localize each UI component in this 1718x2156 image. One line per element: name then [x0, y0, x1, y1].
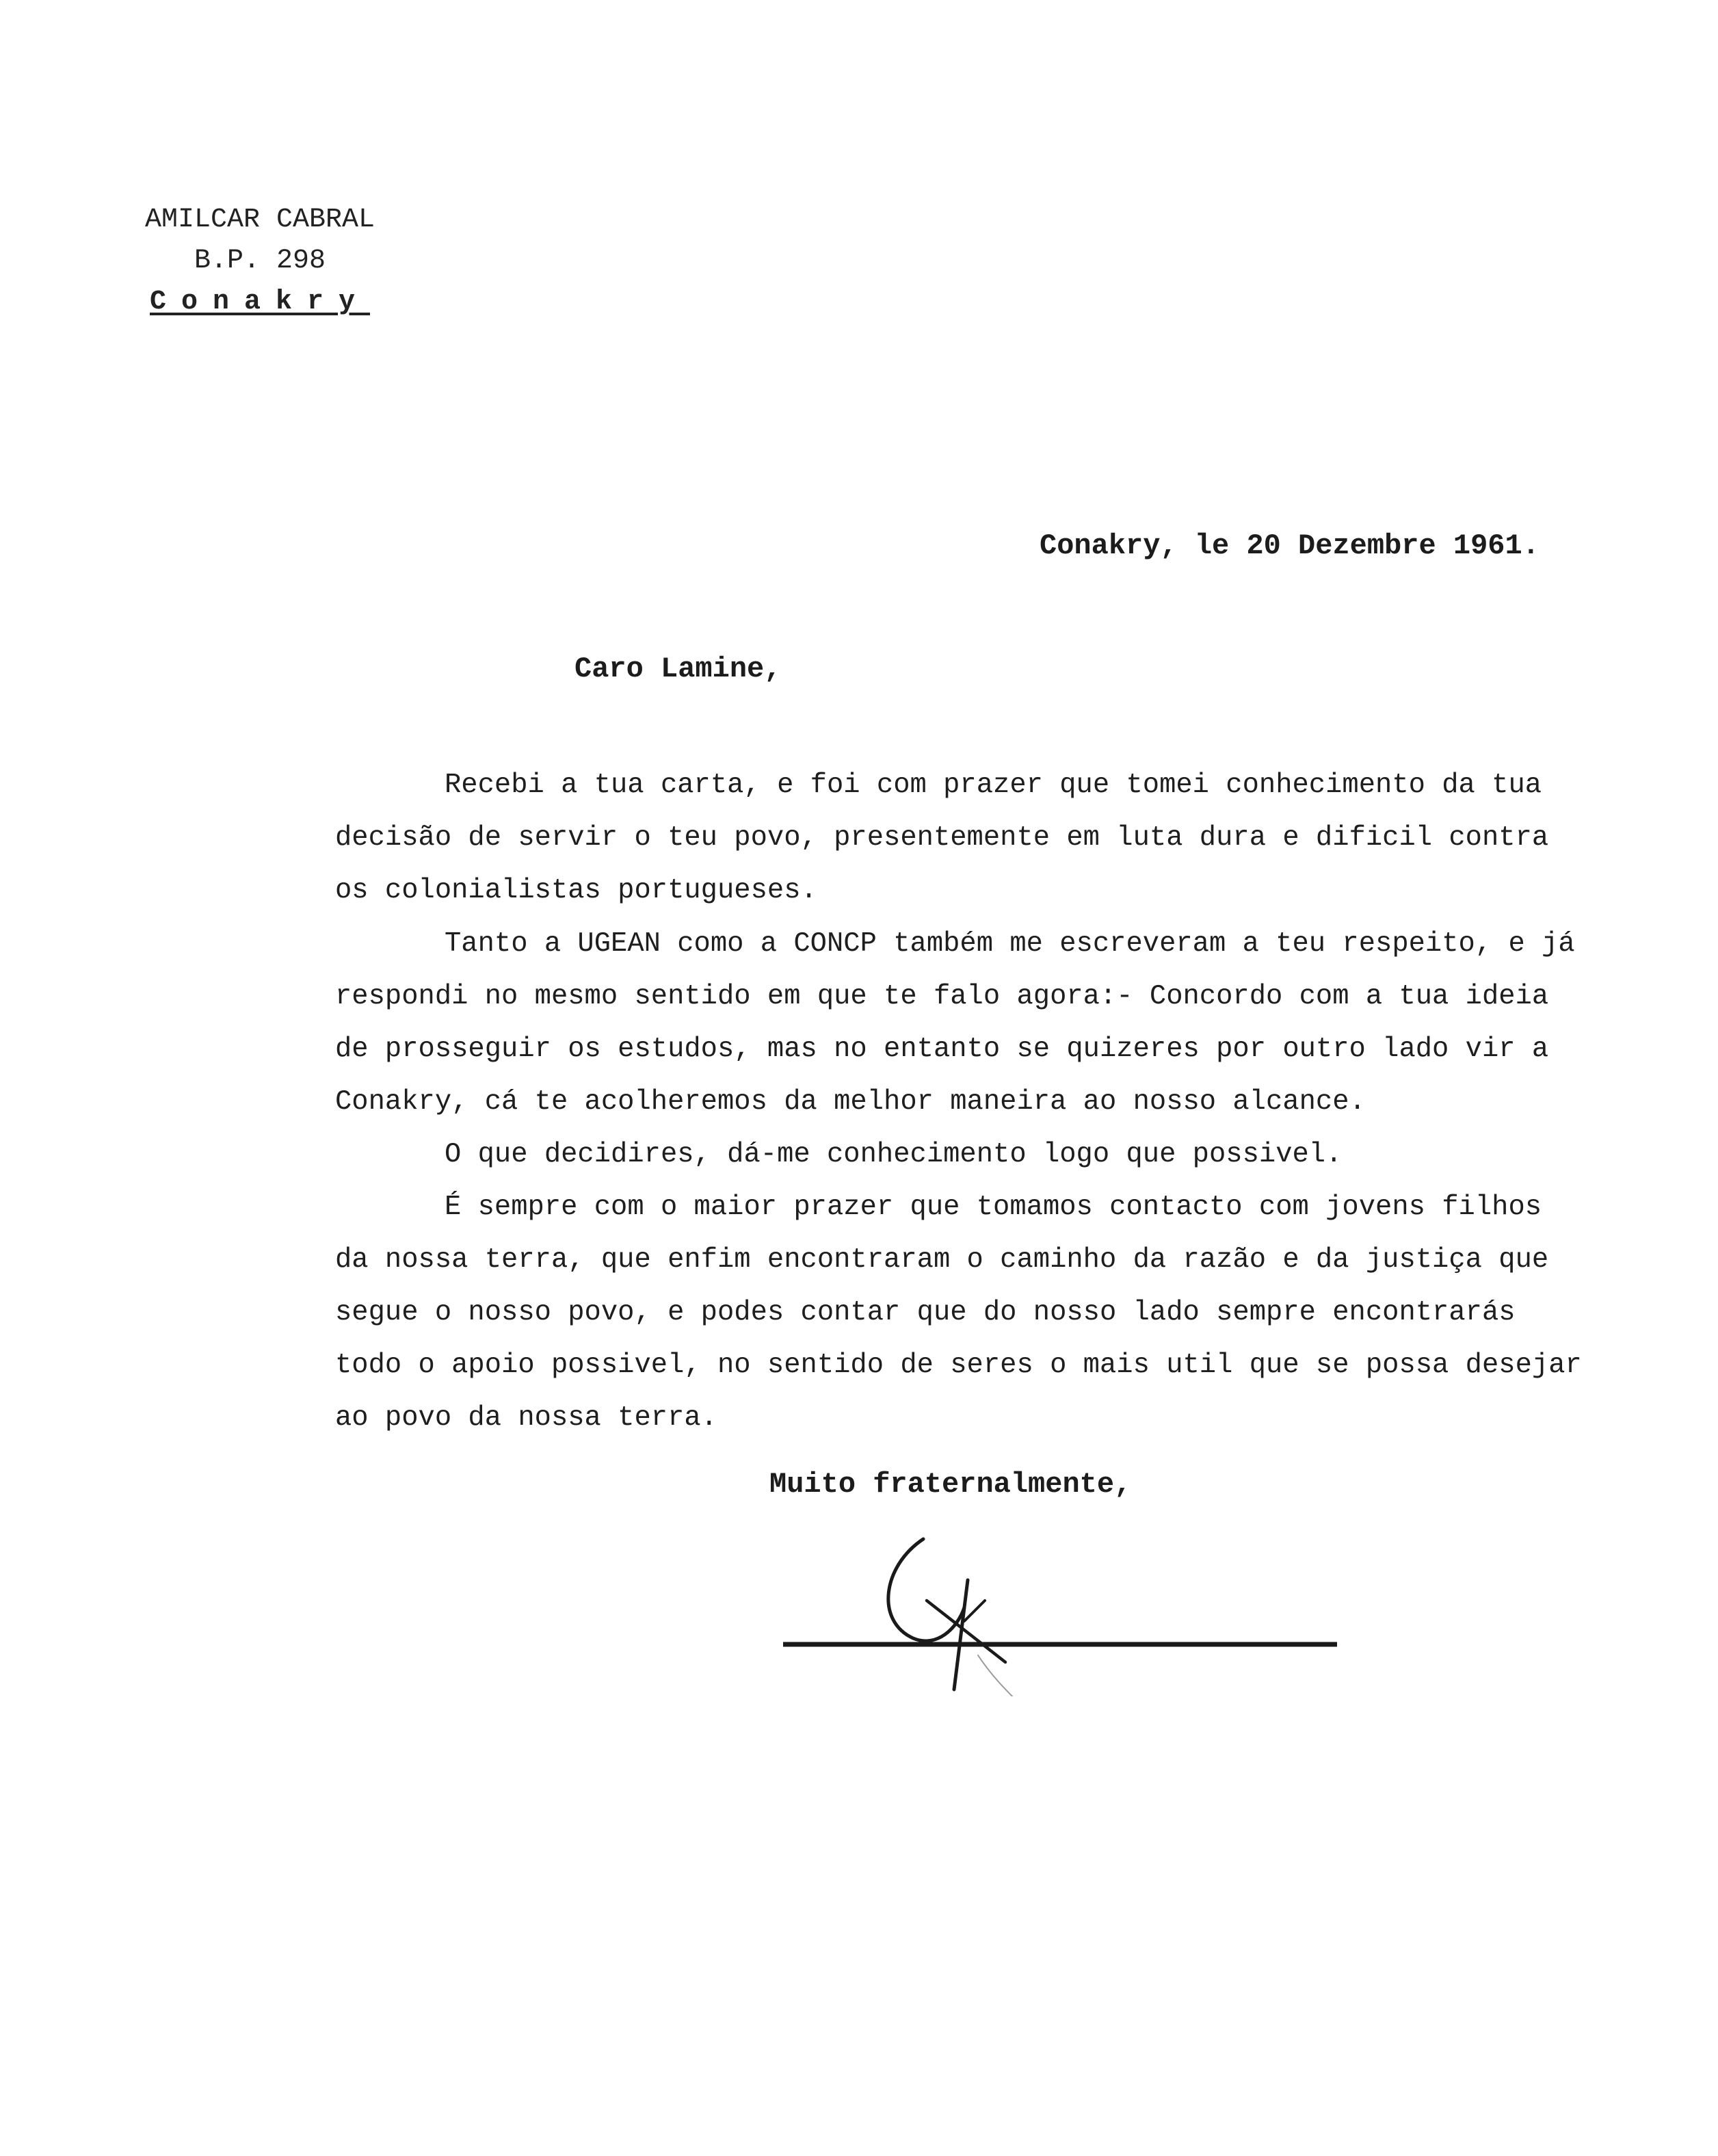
body-line: todo o apoio possivel, no sentido de seres o mais util que se possa desejar [335, 1350, 1582, 1381]
body-line: O que decidires, dá-me conhecimento logo que possivel. [445, 1139, 1343, 1170]
sender-city: Conakry [149, 287, 371, 317]
sender-block [137, 200, 383, 323]
body-line: Recebi a tua carta, e foi com prazer que tomei conhecimento da tua [445, 770, 1542, 801]
body-line: respondi no mesmo sentido em que te falo agora:- Concordo com a tua ideia [335, 981, 1549, 1012]
body-line: Tanto a UGEAN como a CONCP também me escreveram a teu respeito, e já [445, 928, 1575, 960]
closing: Muito fraternalmente, [769, 1468, 1132, 1501]
body-line: da nossa terra, que enfim encontraram o caminho da razão e da justiça que [335, 1244, 1549, 1276]
body-line: É sempre com o maior prazer que tomamos contacto com jovens filhos [445, 1192, 1542, 1223]
body-line: decisão de servir o teu povo, presentemente em luta dura e dificil contra [335, 822, 1549, 854]
date-line: Conakry, le 20 Dezembre 1961. [1040, 529, 1539, 562]
body-line: ao povo da nossa terra. [335, 1402, 717, 1434]
body-line: de prosseguir os estudos, mas no entanto se quizeres por outro lado vir a [335, 1034, 1549, 1065]
signature-image [780, 1519, 1354, 1696]
body-line: segue o nosso povo, e podes contar que do nosso lado sempre encontrarás [335, 1297, 1516, 1328]
sender-name: AMILCAR CABRAL [144, 205, 375, 235]
salutation: Caro Lamine, [574, 653, 782, 685]
sender-po-box: B.P. 298 [194, 246, 326, 276]
body-line: Conakry, cá te acolheremos da melhor maneira ao nosso alcance. [335, 1086, 1366, 1118]
body-line: os colonialistas portugueses. [335, 875, 817, 906]
